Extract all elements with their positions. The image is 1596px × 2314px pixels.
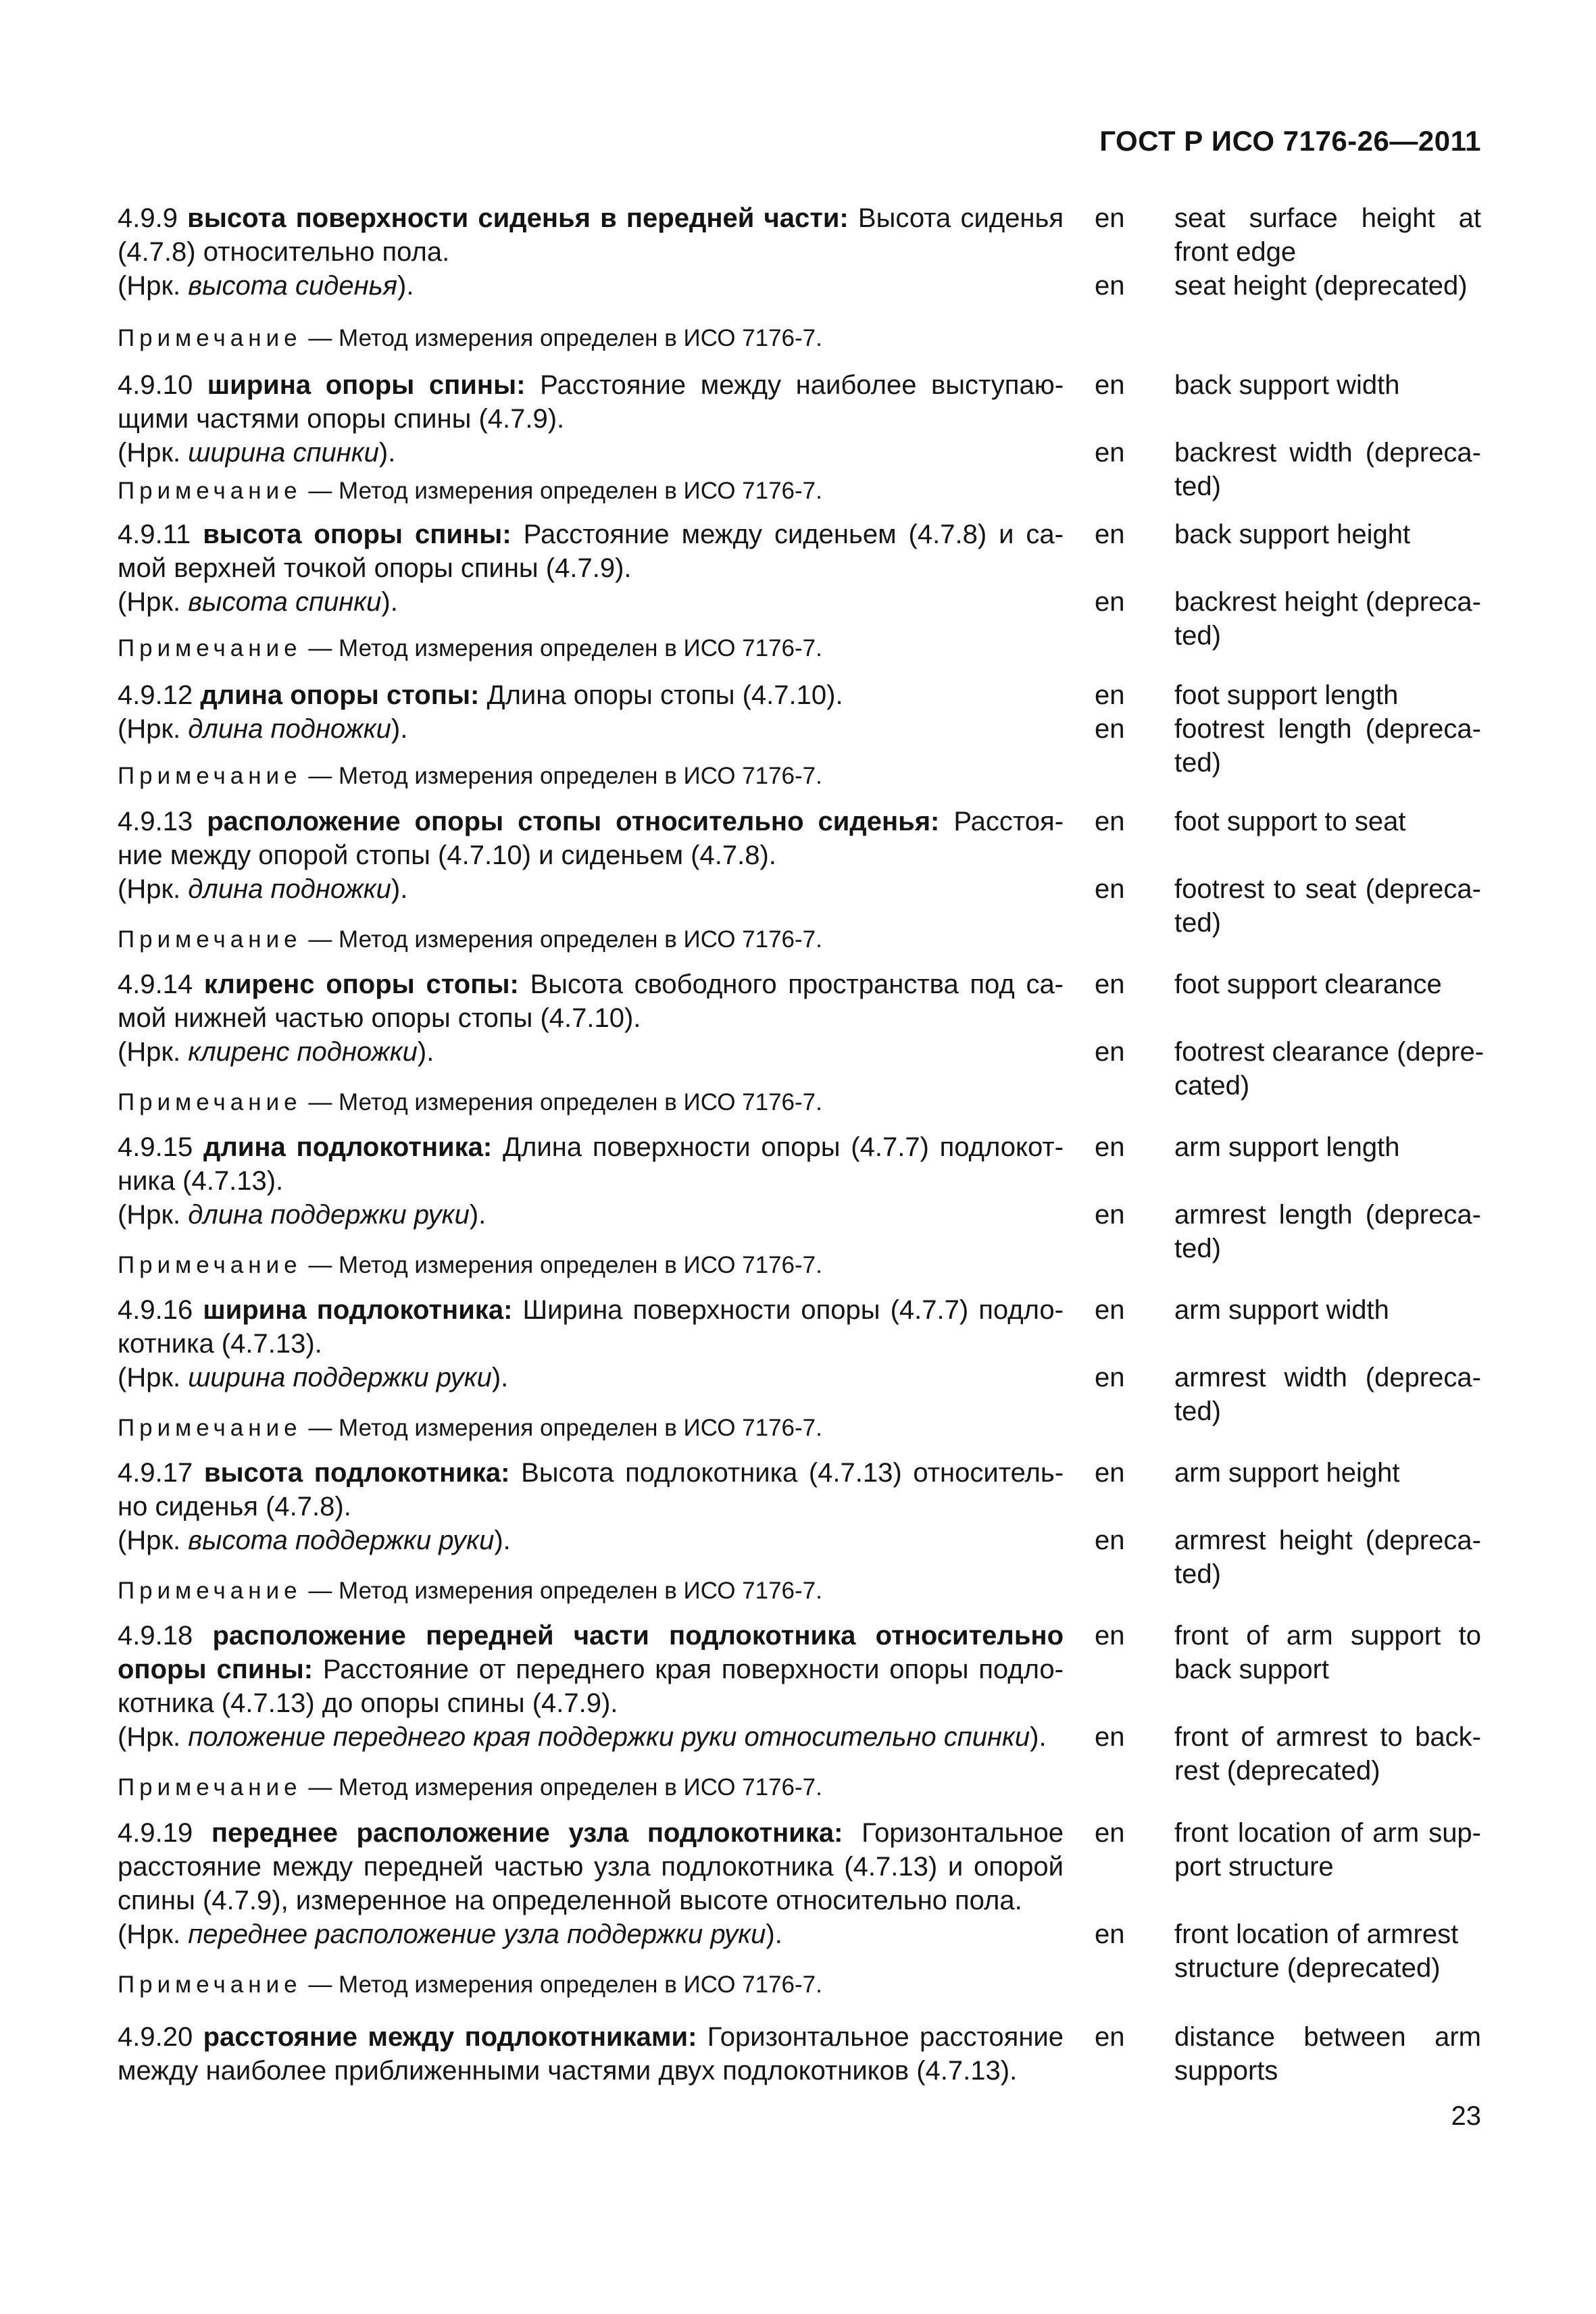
en-deprecated-term: backrest height (depreca- ted) (1174, 587, 1481, 651)
en-preferred-term: back support height (1174, 520, 1411, 549)
lang-code: en (1095, 1132, 1125, 1162)
entry-definition: Высота свободного пространства под са- (518, 970, 1064, 999)
en-deprecated-term: footrest clearance (depre- cated) (1174, 1037, 1485, 1101)
note-label: Примечание (118, 325, 302, 351)
lang-code: en (1095, 1363, 1125, 1392)
en-preferred-term: seat surface height at front edge (1174, 203, 1481, 267)
entry-ru-text: 4.9.19 переднее расположение узла подлокотника: Горизонтальное расстояние между передней частью узла подлокотника (4.7.13) и опорой спины (4.7.9), измеренное на определенной высоте относительно пола. (Нрк. переднее расположение узла поддержки руки). (118, 1816, 1064, 1951)
entry-term: высота опоры спины: (203, 520, 512, 549)
entry-ru-text: 4.9.17 высота подлокотника: Высота подлокотника (4.7.13) относитель- но сиденья (4.7.8). (Нрк. высота поддержки руки). (118, 1456, 1064, 1557)
entry-deprecated-term: (Нрк. переднее расположение узла поддержки руки). (118, 1919, 782, 1949)
entry-definition: Высота сиденья (848, 203, 1064, 233)
entry-definition: Длина поверхности опоры (4.7.7) подлокот- (492, 1132, 1064, 1162)
entry-ru-text (118, 678, 1064, 746)
entry-ru-text: 4.9.16 ширина подлокотника: Ширина поверхности опоры (4.7.7) подло- котника (4.7.13). (Нрк. ширина поддержки руки). (118, 1293, 1064, 1394)
entry-number: 4.9.12 (118, 680, 201, 710)
entry-definition: Горизонтальное расстояние (697, 2022, 1064, 2052)
lang-code: en (1095, 2022, 1125, 2052)
entry-definition: Расстоя- (939, 807, 1064, 836)
entry-number: 4.9.14 (118, 970, 204, 999)
entry-definition-line: (4.7.8) относительно пола. (118, 237, 450, 267)
entry-definition: Горизонтальное (843, 1818, 1064, 1848)
entry-deprecated-term: (Нрк. высота спинки). (118, 587, 398, 617)
entry-note: Примечание — Метод измерения определен в ИСО 7176-7. (118, 1971, 822, 1998)
en-deprecated-term: armrest width (depreca- ted) (1174, 1363, 1481, 1426)
en-preferred-term: foot support to seat (1174, 807, 1406, 836)
en-preferred-term: distance between arm supports (1174, 2022, 1481, 2086)
entry-number: 4.9.10 (118, 370, 207, 400)
en-preferred-term: arm support length (1174, 1132, 1400, 1162)
entry-deprecated-term: (Нрк. высота поддержки руки). (118, 1526, 511, 1555)
entry-deprecated-term: (Нрк. длина подножки). (118, 714, 408, 744)
en-preferred-term: front of arm support to back support (1174, 1621, 1481, 1684)
lang-code: en (1095, 714, 1125, 744)
lang-code: en (1095, 1526, 1125, 1555)
lang-code: en (1095, 1458, 1125, 1488)
entry-note: Примечание — Метод измерения определен в ИСО 7176-7. (118, 1415, 822, 1441)
page-number: 23 (1451, 2101, 1481, 2131)
entry-deprecated-term: (Нрк. ширина поддержки руки). (118, 1363, 509, 1392)
entry-deprecated-term: (Нрк. длина поддержки руки). (118, 1200, 487, 1230)
entry-note: Примечание — Метод измерения определен в ИСО 7176-7. (118, 1578, 822, 1604)
entry-note: Примечание — Метод измерения определен в ИСО 7176-7. (118, 1252, 822, 1278)
entry-definition: Высота подлокотника (4.7.13) относитель- (509, 1458, 1064, 1488)
lang-code: en (1095, 438, 1125, 468)
entry-ru-text: 4.9.14 клиренс опоры стопы: Высота свободного пространства под са- мой нижней частью опоры стопы (4.7.10). (Нрк. клиренс подножки). (118, 967, 1064, 1069)
entry-definition-line (118, 201, 1064, 235)
lang-code: en (1095, 1621, 1125, 1651)
en-deprecated-term: backrest width (depreca- ted) (1174, 438, 1481, 501)
lang-code: en (1095, 203, 1125, 233)
entry-deprecated-term: (Нрк. клиренс подножки). (118, 1037, 434, 1067)
entry-note (118, 324, 1064, 353)
entry-number: 4.9.13 (118, 807, 207, 836)
entry-ru-text: 4.9.20 расстояние между подлокотниками: Горизонтальное расстояние между наиболее приближенными частями двух подлокотников (4.7.13). (118, 2022, 1064, 2086)
lang-code: en (1095, 1200, 1125, 1230)
entry-term: расстояние между подлокотниками: (203, 2022, 697, 2052)
entry-note: Примечание — Метод измерения определен в ИСО 7176-7. (118, 1774, 822, 1801)
lang-code: en (1095, 587, 1125, 617)
en-deprecated-term: footrest to seat (depreca- ted) (1174, 874, 1481, 938)
en-deprecated-term: front location of armrest structure (deprecated) (1174, 1919, 1459, 1983)
entry-definition: Ширина поверхности опоры (4.7.7) подло- (512, 1295, 1064, 1325)
entry-deprecated-term: (Нрк. высота сиденья). (118, 271, 414, 301)
entry-term: расположение передней части подлокотника относительно (212, 1621, 1064, 1651)
lang-code: en (1095, 1037, 1125, 1067)
en-preferred-term: arm support height (1174, 1458, 1400, 1488)
entry-note: Примечание — Метод измерения определен в ИСО 7176-7. (118, 926, 822, 953)
entry-number: 4.9.18 (118, 1621, 213, 1651)
entry-term: длина опоры стопы: (200, 680, 480, 710)
entry-term: клиренс опоры стопы: (203, 970, 519, 999)
entry-term: длина подлокотника: (203, 1132, 493, 1162)
entry-number: 4.9.11 (118, 520, 203, 549)
entry-ru-text: 4.9.15 длина подлокотника: Длина поверхности опоры (4.7.7) подлокот- ника (4.7.13). (Нрк. длина поддержки руки). (118, 1130, 1064, 1232)
note-text: — Метод измерения определен в ИСО 7176-7. (301, 325, 822, 351)
entry-term: ширина опоры спины: (207, 370, 526, 400)
en-preferred-term: back support width (1174, 370, 1400, 400)
document-header: ГОСТ Р ИСО 7176-26—2011 (1099, 125, 1481, 157)
entry-ru-text: 4.9.18 расположение передней части подлокотника относительно опоры спины: Расстояние от переднего края поверхности опоры подло- котника (4.7.13) до опоры спины (4.7.9). (Нрк. положение переднего края поддержки руки относительно спинки). (118, 1619, 1064, 1754)
lang-code: en (1095, 1919, 1125, 1949)
entry-ru-text: 4.9.11 высота опоры спины: Расстояние между сиденьем (4.7.8) и са- мой верхней точкой опоры спины (4.7.9). (Нрк. высота спинки). (118, 518, 1064, 619)
lang-code: en (1095, 970, 1125, 999)
en-preferred-term: front location of arm sup- port structure (1174, 1818, 1481, 1882)
entry-number: 4.9.9 (118, 203, 188, 233)
entry-definition: Длина опоры стопы (4.7.10). (479, 680, 843, 710)
lang-code: en (1095, 680, 1125, 710)
entry-deprecated-term: (Нрк. ширина спинки). (118, 438, 396, 468)
entry-ru-text: 4.9.13 расположение опоры стопы относительно сиденья: Расстоя- ние между опорой стопы (4.7.10) и сиденьем (4.7.8). (Нрк. длина подножки). (118, 805, 1064, 906)
entry-term: ширина подлокотника: (203, 1295, 513, 1325)
en-deprecated-term: footrest length (depreca- ted) (1174, 714, 1481, 778)
lang-code: en (1095, 807, 1125, 836)
entry-note: Примечание — Метод измерения определен в ИСО 7176-7. (118, 1089, 822, 1115)
lang-code: en (1095, 1295, 1125, 1325)
en-deprecated-term: seat height (deprecated) (1174, 271, 1468, 301)
lang-code: en (1095, 520, 1125, 549)
entry-definition: Расстояние между сиденьем (4.7.8) и са- (511, 520, 1064, 549)
entry-number: 4.9.15 (118, 1132, 203, 1162)
en-deprecated-term: armrest length (depreca- ted) (1174, 1200, 1481, 1263)
entry-definition: Расстояние от переднего края поверхности опоры подло- (313, 1655, 1064, 1684)
en-preferred-term: foot support length (1174, 680, 1399, 710)
entry-ru-text: 4.9.10 ширина опоры спины: Расстояние между наиболее выступаю- щими частями опоры спины (4.7.9). (Нрк. ширина спинки). (118, 368, 1064, 470)
entry-term: расположение опоры стопы относительно сиденья: (207, 807, 940, 836)
entry-term: опоры спины: (118, 1655, 314, 1684)
lang-code: en (1095, 1818, 1125, 1848)
en-deprecated-term: armrest height (depreca- ted) (1174, 1526, 1481, 1589)
en-deprecated-term: front of armrest to back- rest (deprecated) (1174, 1722, 1481, 1786)
lang-code: en (1095, 874, 1125, 904)
entry-definition: Расстояние между наиболее выступаю- (525, 370, 1064, 400)
lang-code: en (1095, 370, 1125, 400)
entry-number: 4.9.20 (118, 2022, 203, 2052)
entry-term: высота поверхности сиденья в передней части: (187, 203, 849, 233)
entry-deprecated-term: (Нрк. положение переднего края поддержки руки относительно спинки). (118, 1722, 1047, 1752)
entry-note: Примечание — Метод измерения определен в ИСО 7176-7. (118, 763, 822, 789)
en-preferred-term: foot support clearance (1174, 970, 1442, 999)
entry-deprecated-term: (Нрк. длина подножки). (118, 874, 408, 904)
entry-term: высота подлокотника: (203, 1458, 510, 1488)
entry-ru-text (118, 201, 1064, 303)
lang-code: en (1095, 271, 1125, 301)
entry-number: 4.9.17 (118, 1458, 204, 1488)
entry-note: Примечание — Метод измерения определен в ИСО 7176-7. (118, 478, 822, 504)
en-preferred-term: arm support width (1174, 1295, 1389, 1325)
entry-number: 4.9.16 (118, 1295, 203, 1325)
entry-number: 4.9.19 (118, 1818, 211, 1848)
entry-note: Примечание — Метод измерения определен в ИСО 7176-7. (118, 635, 822, 661)
lang-code: en (1095, 1722, 1125, 1752)
entry-term: переднее расположение узла подлокотника: (211, 1818, 843, 1848)
